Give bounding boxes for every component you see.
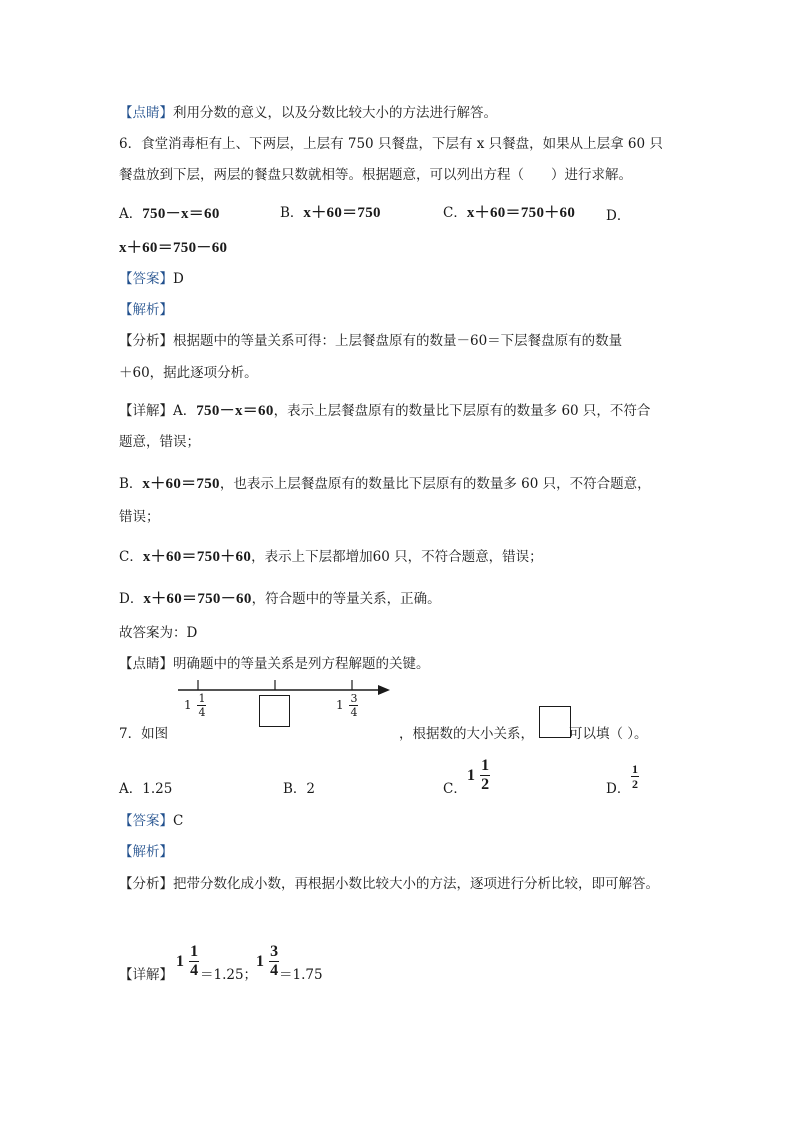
q6-xj-c-text: ，表示上下层都增加60 只，不符合题意，错误； [251,549,543,565]
q7-d-den: 2 [632,777,638,791]
q7-fenxi-line [119,875,659,893]
fenxi-tag: 【分析】 [119,333,173,349]
q7-option-c-value [467,758,490,793]
q6-option-b [280,204,381,222]
q6-xj-d-label: D． [119,591,144,607]
number-line-arrow [378,685,390,695]
q6-analysis-tag [119,301,173,319]
q6-answer-line [119,270,184,288]
q7-d-fraction [631,763,639,790]
q7-xj1-whole-text: 1 [176,952,184,970]
q6-xj-c-math: x＋60＝750＋60 [142,549,252,565]
q7-option-a: A．1.25 [119,781,173,797]
q7-option-c-label: C． [443,781,467,797]
q7-xj2-whole [256,954,264,970]
left-label-den: 4 [198,706,206,719]
q7-xj2-whole-text: 1 [256,952,264,970]
right-label-num: 3 [350,692,358,705]
q6-option-a [119,205,220,223]
q6-option-d-math [119,239,227,257]
q6-option-c-label: C． [443,205,467,221]
q6-fenxi-line-2: ＋60，据此逐项分析。 [119,365,258,381]
numberline-left-label [184,693,206,718]
q7-option-d-label: D． [606,781,631,797]
q7-stem-suffix: ，根据数的大小关系， [399,726,534,742]
numberline-blank-box [259,695,290,727]
numberline-right-label [336,693,358,718]
q6-xj-a-label: A． [173,403,197,419]
q6-dianjing-text: 明确题中的等量关系是列方程解题的关键。 [173,656,430,672]
q7-xj-eq-1: ＝1.25； [200,967,258,983]
q6-option-d-label: D． [606,208,631,224]
q6-xj-a-math: 750－x＝60 [196,403,274,419]
q6-xj-d-math: x＋60＝750－60 [143,591,252,607]
q7-xj1-fraction [189,944,199,979]
q7-xj-eq-2: ＝1.75 [279,967,323,983]
q6-option-a-math: 750－x＝60 [142,206,220,222]
q7-option-d-value [631,763,639,790]
q7-xj-frac-2 [256,944,279,979]
q6-xiangjie-c [119,548,543,566]
q7-answer-tag: 【答案】 [119,813,173,829]
q6-xj-d-text: ，符合题中的等量关系，正确。 [251,591,441,607]
q6-xj-b-label: B． [119,476,143,492]
q7-xj1-whole [176,954,184,970]
dianjing-line-1 [119,104,497,122]
q7-c-den: 2 [481,776,490,793]
q6-xiangjie-b-2: 错误； [119,509,160,525]
analysis-tag: 【解析】 [119,302,173,318]
q6-option-b-label: B． [280,205,304,221]
q6-xj-a-text: ，表示上层餐盘原有的数量比下层原有的数量多 60 只，不符合 [273,403,651,419]
q6-fenxi-text-1: 根据题中的等量关系可得：上层餐盘原有的数量－60＝下层餐盘原有的数量 [173,333,623,349]
q7-option-b: B．2 [283,781,316,797]
q7-xj2-num: 3 [270,943,279,960]
left-label-num: 1 [198,692,206,705]
q6-xj-b-text: ，也表示上层餐盘原有的数量比下层原有的数量多 60 只，不符合题意， [219,476,651,492]
q6-stem-line-2: 餐盘放到下层，两层的餐盘只数就相等。根据题意，可以列出方程（ ）进行求解。 [119,167,632,183]
dianjing-text: 利用分数的意义，以及分数比较大小的方法进行解答。 [173,105,497,121]
q6-stem-line-1: 6．食堂消毒柜有上、下两层，上层有 750 只餐盘，下层有 x 只餐盘，如果从上层拿 60 只 [119,136,663,152]
right-label-whole: 1 [336,698,344,712]
q6-xiangjie-d [119,590,441,608]
q7-c-whole [467,768,475,784]
q7-c-whole-text: 1 [467,766,475,784]
left-label-whole: 1 [184,698,192,712]
q7-c-num: 1 [481,757,490,774]
xiangjie-tag: 【详解】 [119,403,173,419]
q7-xj1-num: 1 [190,943,199,960]
q6-xj-c-label: C． [119,549,143,565]
q6-option-c-math: x＋60＝750＋60 [466,205,576,221]
q7-xj2-fraction [269,944,279,979]
left-label-fraction [197,693,206,718]
q7-fenxi-text: 把带分数化成小数，再根据小数比较大小的方法，逐项进行分析比较，即可解答。 [173,876,659,892]
q6-dianjing-line [119,655,430,673]
q7-xj-frac-1 [176,944,199,979]
q7-xj1-den: 4 [190,962,199,979]
q7-xj2-den: 4 [270,962,279,979]
q6-option-d-math-text: x＋60＝750－60 [119,240,228,256]
q6-answer: D [173,271,184,287]
q6-final-answer: 故答案为：D [119,625,198,641]
q7-analysis-tag-text: 【解析】 [119,844,173,860]
dianjing-tag: 【点睛】 [119,105,173,121]
q6-option-b-math: x＋60＝750 [303,205,381,221]
q7-answer: C [173,813,184,829]
q7-c-fraction [480,758,490,793]
q6-option-c [443,204,575,222]
q6-option-a-label: A． [119,206,143,222]
answer-tag: 【答案】 [119,271,173,287]
q7-stem-prefix: 7．如图 [119,726,169,742]
q6-xiangjie-a-2: 题意，错误； [119,434,200,450]
q6-xj-b-math: x＋60＝750 [142,476,220,492]
q7-inline-blank-box [539,706,571,738]
q6-fenxi-line-1 [119,332,622,350]
q6-xiangjie-b [119,475,651,493]
q7-stem-suffix-2: 可以填（ ）。 [569,726,648,742]
right-label-den: 4 [350,706,358,719]
right-label-fraction [349,693,358,718]
q7-fenxi-tag: 【分析】 [119,876,173,892]
q7-xiangjie-tag: 【详解】 [119,967,173,983]
q7-answer-line [119,812,183,830]
dianjing-tag-2: 【点睛】 [119,656,173,672]
q7-analysis-tag [119,843,173,861]
q7-d-num: 1 [632,762,638,776]
q6-xiangjie-a [119,402,650,420]
